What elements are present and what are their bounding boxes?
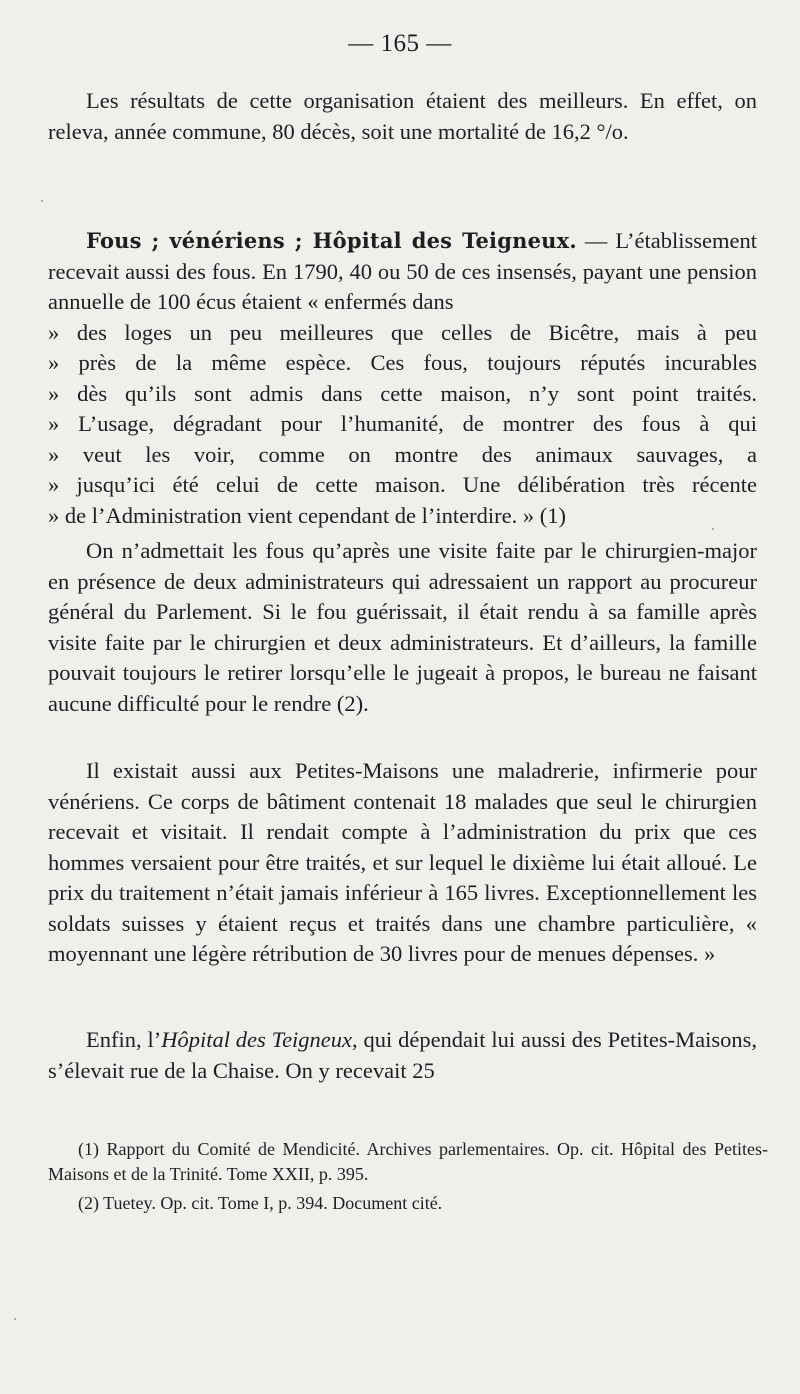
- teigneux-lead: Enfin, l’: [86, 1027, 162, 1052]
- paper-speck: [41, 200, 43, 202]
- footnote-1: (1) Rapport du Comité de Mendicité. Archives parlementaires. Op. cit. Hôpital des Petites-Maisons et de la Trinité. Tome XXII, p. 395.: [48, 1139, 768, 1184]
- paragraph-teigneux: [48, 1025, 757, 1086]
- quote-line: » veut les voir, comme on montre des animaux sauvages, a: [48, 441, 757, 467]
- footnote-2: (2) Tuetey. Op. cit. Tome I, p. 394. Document cité.: [78, 1193, 443, 1213]
- paragraph-results: Les résultats de cette organisation étaient des meilleurs. En effet, on releva, année commune, 80 décès, soit une mortalité de 16,2 °/o.: [48, 88, 757, 144]
- section-fous: [48, 226, 757, 531]
- page-number: — 165 —: [348, 30, 452, 57]
- paper-speck: [712, 528, 714, 530]
- paragraph-admission: On n’admettait les fous qu’après une visite faite par le chirurgien-major en présence de deux administrateurs qui adressaient un rapport au procureur général du Parlement. Si le fou guérissait, il était rendu à sa famille après visite faite par le chirurgien et deux administrateurs. Et d’ailleurs, la famille pouvait toujours le retirer lorsqu’elle le jugeait à propos, le bureau ne faisant aucune difficulté pour le rendre (2).: [48, 538, 757, 716]
- section-heading-continuation: — L’établissement recevait aussi des fous. En 1790, 40 ou 50 de ces insensés, payant une pension annuelle de 100 écus étaient « enfermés dans: [48, 228, 757, 314]
- teigneux-tail: , qui dépendait lui aussi des Petites-Maisons, s’élevait rue de la Chaise. On y recevait 25: [48, 1027, 757, 1083]
- paragraph-maladrerie: Il existait aussi aux Petites-Maisons une maladrerie, infirmerie pour vénériens. Ce corps de bâtiment contenait 18 malades que seul le chirurgien recevait et visitait. Il rendait compte à l’administration du prix que ces hommes versaient pour être traités, et sur lequel le dixième lui était alloué. Le prix du traitement n’était jamais inférieur à 165 livres. Exceptionnellement les soldats suisses y étaient reçus et traités dans une chambre particulière, « moyennant une légère rétribution de 30 livres pour de menues dépenses. »: [48, 758, 757, 966]
- teigneux-title: Hôpital des Teigneux: [161, 1027, 353, 1052]
- quote-line: » de l’Administration vient cependant de l’interdire. » (1): [48, 502, 566, 528]
- quote-line: » jusqu’ici été celui de cette maison. Une délibération très récente: [48, 472, 757, 497]
- quote-line: » près de la même espèce. Ces fous, toujours réputés incurables: [48, 350, 757, 375]
- section-heading: Fous ; vénériens ; Hôpital des Teigneux.: [86, 228, 577, 253]
- paper-speck: [14, 1318, 16, 1320]
- quote-line: » dès qu’ils sont admis dans cette maison, n’y sont point traités.: [48, 380, 757, 406]
- quote-line: » des loges un peu meilleures que celles de Bicêtre, mais à peu: [48, 319, 757, 345]
- quote-line: » L’usage, dégradant pour l’humanité, de montrer des fous à qui: [48, 411, 757, 436]
- footnotes: [48, 1137, 768, 1216]
- section-lead: [48, 226, 757, 318]
